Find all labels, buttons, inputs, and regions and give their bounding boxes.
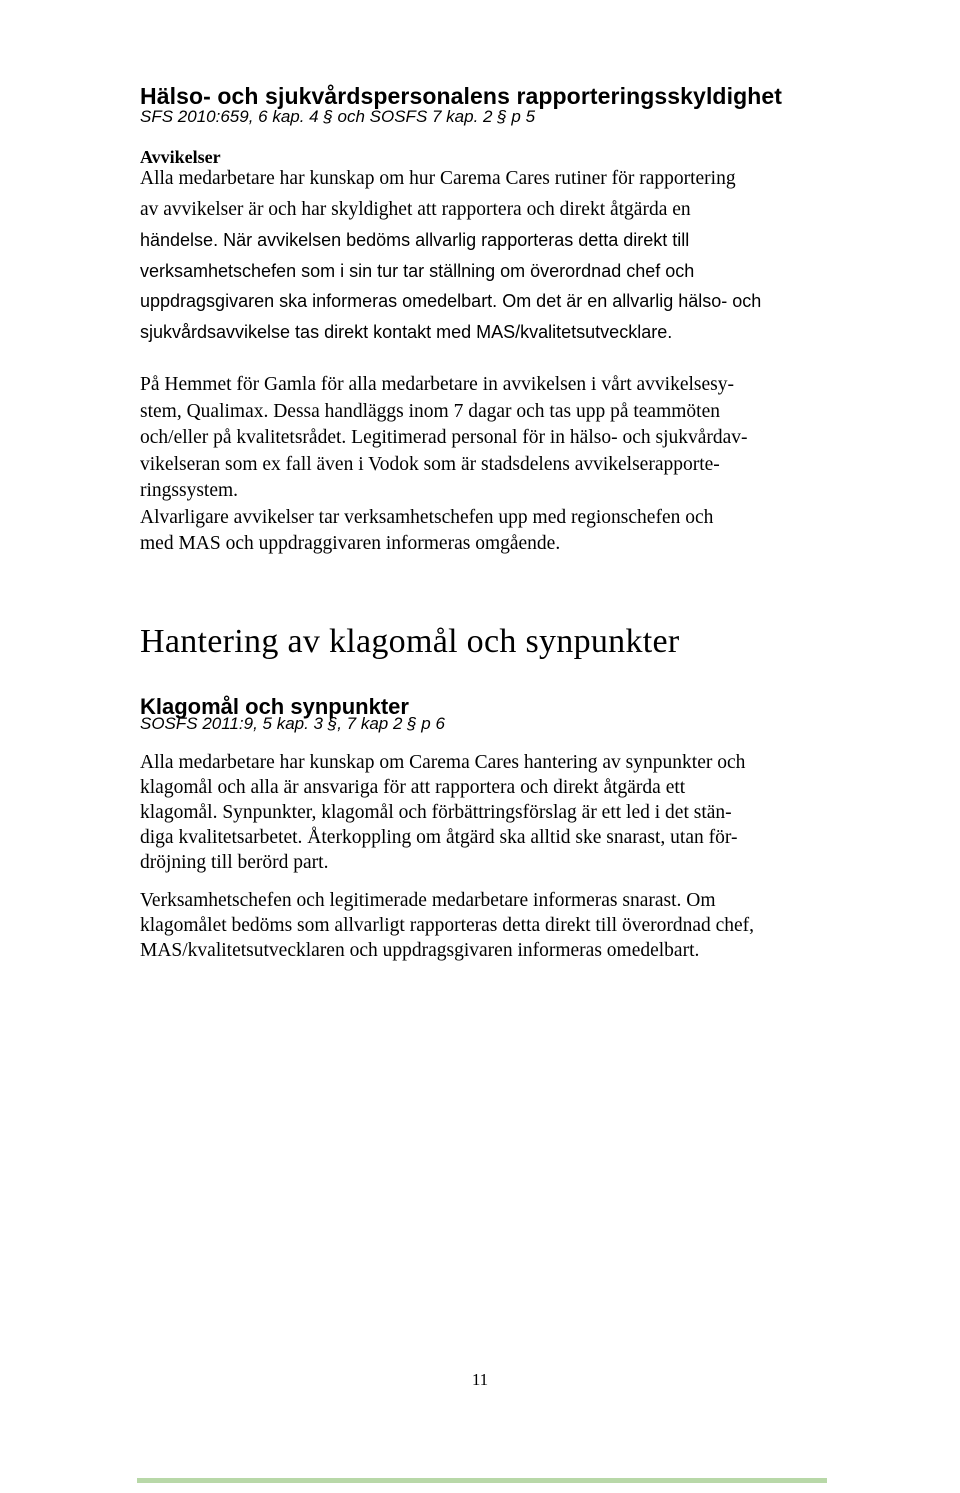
text-line: verksamhetschefen som i sin tur tar ställning om överordnad chef och	[140, 260, 695, 281]
text-line: Alvarligare avvikelser tar verksamhetschefen upp med regionschefen och	[140, 506, 714, 528]
section-title-reporting: Hälso- och sjukvårdspersonalens rapporteringsskyldighet	[140, 83, 783, 110]
paragraph-hemmet	[140, 372, 840, 558]
subheading-avvikelser: Avvikelser	[140, 147, 221, 167]
section-subtitle-complaints: Klagomål och synpunkter	[140, 694, 409, 720]
text-line: dröjning till berörd part.	[140, 852, 329, 873]
section-title-complaints: Hantering av klagomål och synpunkter	[140, 622, 680, 660]
text-line: diga kvalitetsarbetet. Återkoppling om åtgärd ska alltid ske snarast, utan för-	[140, 827, 738, 848]
text-line: uppdragsgivaren ska informeras omedelbart. Om det är en allvarlig hälso- och	[140, 291, 762, 311]
text-line: och/eller på kvalitetsrådet. Legitimerad personal för in hälso- och sjukvårdav-	[140, 427, 748, 448]
paragraph-avvikelser	[140, 164, 840, 347]
page-number: 11	[471, 1370, 489, 1389]
legal-reference: SFS 2010:659, 6 kap. 4 § och SOSFS 7 kap. 2 § p 5	[140, 107, 536, 126]
text-line: ringssystem.	[140, 480, 239, 501]
text-line: vikelseran som ex fall även i Vodok som är stadsdelens avvikelserapporte-	[140, 453, 720, 475]
paragraph-complaints-knowledge	[140, 750, 840, 875]
text-line: stem, Qualimax. Dessa handläggs inom 7 dagar och tas upp på teammöten	[140, 400, 720, 422]
text-line: klagomålet bedöms som allvarligt rapporteras detta direkt till överordnad chef,	[140, 915, 755, 936]
text-line: klagomål. Synpunkter, klagomål och förbättringsförslag är ett led i det stän-	[140, 802, 732, 823]
footer-divider	[137, 1478, 827, 1483]
text-line: MAS/kvalitetsutvecklaren och uppdragsgivaren informeras omedelbart.	[140, 940, 700, 961]
paragraph-complaints-escalation	[140, 888, 840, 963]
text-line: händelse. När avvikelsen bedöms allvarlig rapporteras detta direkt till	[140, 230, 690, 250]
text-line: Verksamhetschefen och legitimerade medarbetare informeras snarast. Om	[140, 890, 716, 911]
text-line: med MAS och uppdraggivaren informeras omgående.	[140, 533, 561, 554]
text-line: av avvikelser är och har skyldighet att rapportera och direkt åtgärda en	[140, 198, 691, 220]
text-line: Alla medarbetare har kunskap om hur Carema Cares rutiner för rapportering	[140, 168, 736, 189]
legal-reference: SOSFS 2011:9, 5 kap. 3 §, 7 kap 2 § p 6	[140, 714, 445, 733]
text-line: sjukvårdsavvikelse tas direkt kontakt med MAS/kvalitetsutvecklare.	[140, 321, 673, 342]
text-line: klagomål och alla är ansvariga för att rapportera och direkt åtgärda ett	[140, 777, 686, 798]
text-line: Alla medarbetare har kunskap om Carema Cares hantering av synpunkter och	[140, 752, 746, 773]
text-line: På Hemmet för Gamla för alla medarbetare in avvikelsen i vårt avvikelsesy-	[140, 374, 734, 395]
